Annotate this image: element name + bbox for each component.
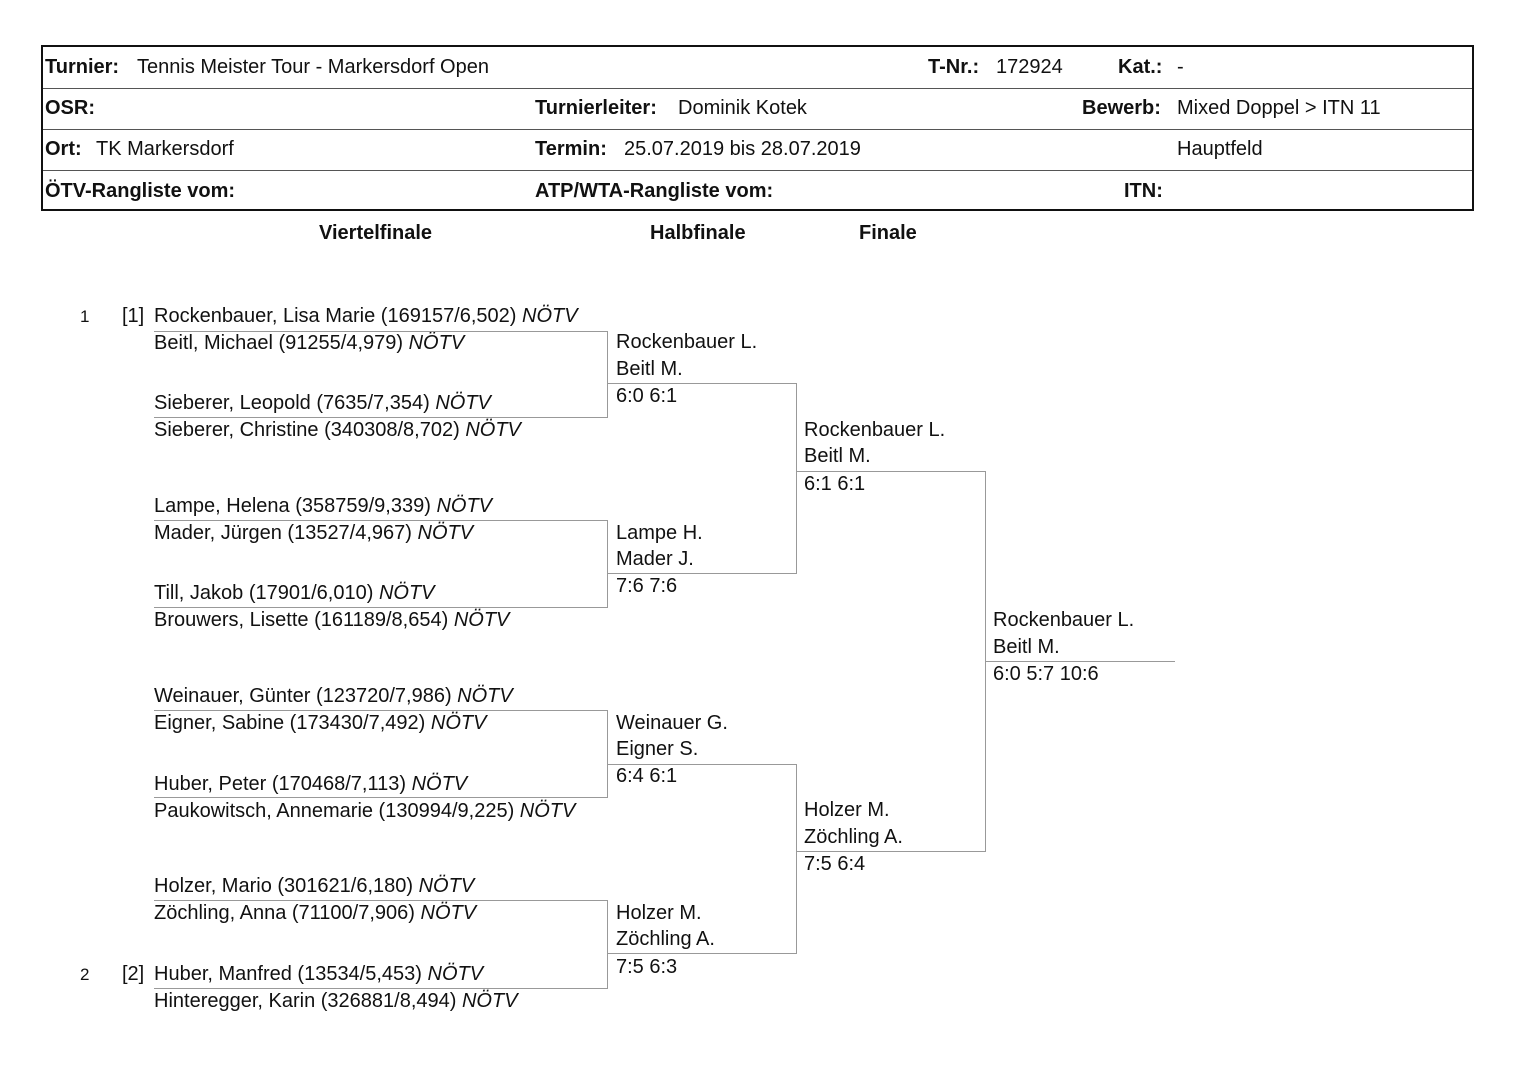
player-entry [154,989,518,1013]
tnr-value: 172924 [996,56,1063,78]
itn-label: ITN: [1124,180,1163,202]
bewerb-label: Bewerb: [1082,97,1161,119]
player-club: NÖTV [417,522,474,544]
bracket-connector [154,900,608,989]
qf-winner-player1: Weinauer G. [616,712,728,734]
player-club: NÖTV [378,582,435,604]
qf-winner-player2: Zöchling A. [616,928,715,950]
feld-value: Hauptfeld [1177,138,1263,160]
round-title-halbfinale: Halbfinale [650,222,746,244]
bracket-connector [608,383,797,574]
round-title-viertelfinale: Viertelfinale [319,222,433,244]
player-club: NÖTV [436,495,492,517]
player-club: NÖTV [453,609,510,631]
oetv-rangliste-label: ÖTV-Rangliste vom: [45,180,236,202]
header-divider [43,170,1472,171]
qf-winner-player1: Lampe H. [616,522,703,544]
player-entry [154,684,513,708]
player-name: Zöchling, Anna (71100/7,906) [154,902,415,924]
player-club: NÖTV [420,902,477,924]
player-entry [154,799,575,823]
seed: [2] [122,963,145,985]
bracket-connector [154,520,608,608]
qf-score: 6:0 6:1 [616,385,678,407]
player-club: NÖTV [522,305,578,327]
sf-winner-player2: Beitl M. [804,445,871,467]
player-club: NÖTV [435,392,491,414]
tnr-label: T-Nr.: [928,56,980,78]
player-name: Weinauer, Günter (123720/7,986) [154,685,452,707]
player-club: NÖTV [519,800,576,822]
player-name: Huber, Manfred (13534/5,453) [154,963,422,985]
qf-winner-player1: Holzer M. [616,902,702,924]
sf-winner-player1: Holzer M. [804,799,890,821]
osr-label: OSR: [45,97,95,119]
sf-winner-player2: Zöchling A. [804,826,903,848]
bracket-connector [797,471,986,852]
player-club: NÖTV [461,990,518,1012]
player-name: Brouwers, Lisette (161189/8,654) [154,609,449,631]
player-club: NÖTV [418,875,475,897]
player-name: Hinteregger, Karin (326881/8,494) [154,990,457,1012]
sf-score: 6:1 6:1 [804,473,866,495]
player-entry [154,494,492,518]
final-winner-player2: Beitl M. [993,636,1060,658]
qf-score: 6:4 6:1 [616,765,678,787]
bracket-connector [608,764,797,954]
sf-winner-player1: Rockenbauer L. [804,419,946,441]
player-name: Rockenbauer, Lisa Marie (169157/6,502) [154,305,517,327]
player-name: Huber, Peter (170468/7,113) [154,773,407,795]
player-name: Sieberer, Leopold (7635/7,354) [154,392,430,414]
kat-value: - [1177,56,1184,78]
sf-score: 7:5 6:4 [804,853,866,875]
draw-position: 1 [80,307,90,326]
qf-winner-player2: Eigner S. [616,738,699,760]
player-name: Lampe, Helena (358759/9,339) [154,495,431,517]
atp-rangliste-label: ATP/WTA-Rangliste vom: [535,180,774,202]
player-entry [154,608,509,632]
termin-label: Termin: [535,138,607,160]
header-divider [43,88,1472,89]
final-score: 6:0 5:7 10:6 [993,663,1099,685]
player-club: NÖTV [465,419,521,441]
round-title-finale: Finale [859,222,917,244]
player-name: Beitl, Michael (91255/4,979) [154,332,404,354]
player-entry [154,304,578,328]
player-name: Mader, Jürgen (13527/4,967) [154,522,412,544]
player-club: NÖTV [411,773,468,795]
player-name: Sieberer, Christine (340308/8,702) [154,419,460,441]
termin-value: 25.07.2019 bis 28.07.2019 [624,138,861,160]
qf-winner-player2: Mader J. [616,548,694,570]
player-club: NÖTV [408,332,465,354]
qf-score: 7:5 6:3 [616,956,678,978]
player-club: NÖTV [427,963,484,985]
player-club: NÖTV [457,685,513,707]
bewerb-value: Mixed Doppel > ITN 11 [1177,97,1381,119]
player-name: Eigner, Sabine (173430/7,492) [154,712,426,734]
kat-label: Kat.: [1118,56,1163,78]
qf-score: 7:6 7:6 [616,575,678,597]
player-club: NÖTV [430,712,487,734]
bracket-connector [154,331,608,418]
player-entry [154,418,521,442]
seed: [1] [122,305,145,327]
turnierleiter-value: Dominik Kotek [678,97,807,119]
qf-winner-player2: Beitl M. [616,358,683,380]
ort-label: Ort: [45,138,82,160]
bracket-connector [154,710,608,798]
draw-position: 2 [80,965,90,984]
turnier-value: Tennis Meister Tour - Markersdorf Open [137,56,489,78]
player-name: Till, Jakob (17901/6,010) [154,582,374,604]
player-entry [154,874,474,898]
ort-value: TK Markersdorf [96,138,234,160]
final-winner-player1: Rockenbauer L. [993,609,1135,631]
turnier-label: Turnier: [45,56,120,78]
qf-winner-player1: Rockenbauer L. [616,331,758,353]
player-name: Paukowitsch, Annemarie (130994/9,225) [154,800,515,822]
header-divider [43,129,1472,130]
player-name: Holzer, Mario (301621/6,180) [154,875,414,897]
turnierleiter-label: Turnierleiter: [535,97,657,119]
